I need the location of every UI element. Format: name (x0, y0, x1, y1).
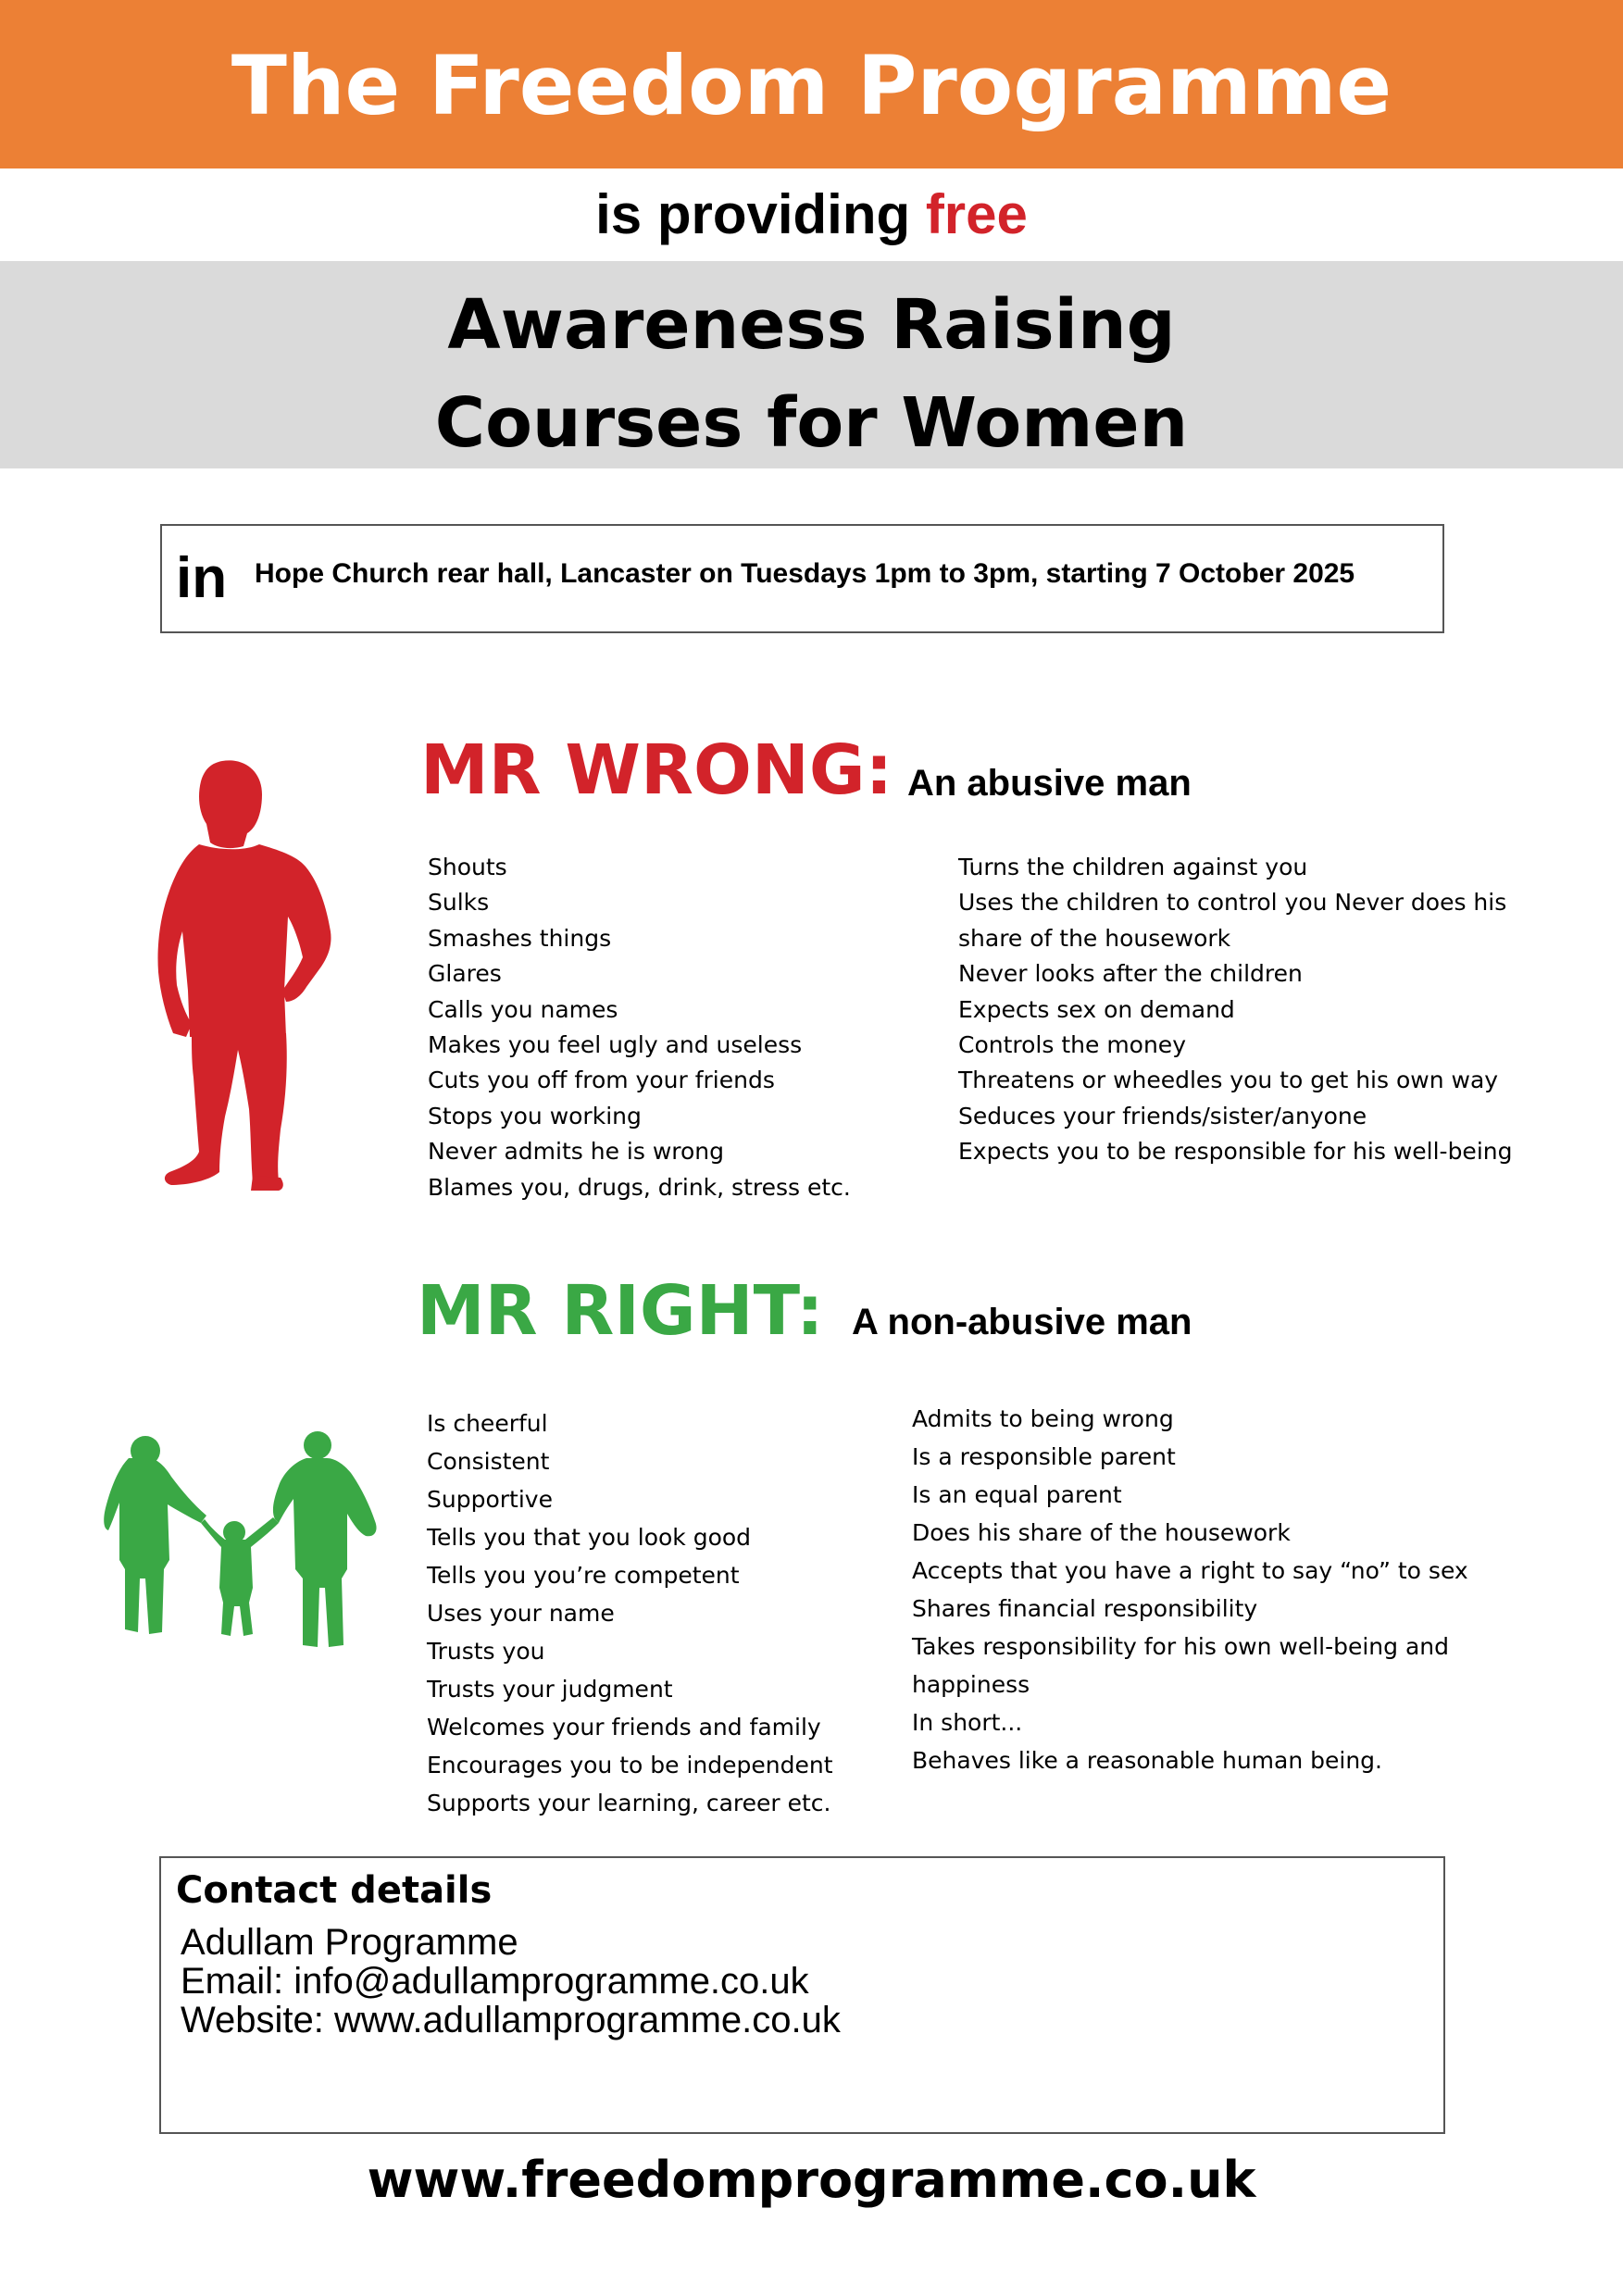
mr-right-list-left (427, 1404, 833, 1822)
footer-url[interactable]: www.freedomprogramme.co.uk (367, 2151, 1256, 2209)
list-item: Takes responsibility for his own well-being and (912, 1633, 1450, 1660)
contact-email[interactable]: Email: info@adullamprogramme.co.uk (181, 1961, 809, 2002)
list-item: Expects you to be responsible for his well-being (958, 1138, 1513, 1166)
list-item: Controls the money (958, 1031, 1186, 1059)
contact-details (181, 1923, 841, 2040)
list-item: Shares financial responsibility (912, 1595, 1258, 1622)
contact-heading: Contact details (176, 1869, 493, 1912)
list-item: Tells you you’re competent (427, 1562, 740, 1589)
list-item: Encourages you to be independent (427, 1752, 833, 1778)
list-item: Uses your name (427, 1600, 615, 1627)
list-item: Is cheerful (427, 1410, 548, 1437)
location-label: in (176, 546, 228, 610)
list-item: Expects sex on demand (958, 995, 1235, 1023)
list-item: happiness (912, 1671, 1030, 1698)
list-item: Seduces your friends/sister/anyone (958, 1102, 1367, 1129)
banner-line-1: Awareness Raising (447, 285, 1176, 365)
list-item: Smashes things (428, 924, 612, 952)
page-title: The Freedom Programme (231, 38, 1392, 133)
list-item: Is a responsible parent (912, 1443, 1176, 1470)
list-item: Threatens or wheedles you to get his own way (958, 1067, 1499, 1094)
list-item: share of the housework (958, 924, 1231, 952)
list-item: In short... (912, 1709, 1023, 1736)
mr-right-list-right (912, 1400, 1468, 1779)
tagline-prefix: is providing (595, 183, 926, 245)
list-item: Admits to being wrong (912, 1405, 1174, 1432)
mr-right-subheading: A non-abusive man (852, 1302, 1192, 1342)
list-item: Sulks (428, 889, 490, 917)
contact-organisation: Adullam Programme (181, 1922, 518, 1963)
list-item: Behaves like a reasonable human being. (912, 1747, 1382, 1774)
list-item: Blames you, drugs, drink, stress etc. (428, 1173, 851, 1201)
list-item: Does his share of the housework (912, 1519, 1291, 1546)
man-silhouette-icon (134, 759, 338, 1194)
list-item: Makes you feel ugly and useless (428, 1031, 803, 1059)
list-item: Cuts you off from your friends (428, 1067, 775, 1094)
list-item: Welcomes your friends and family (427, 1714, 821, 1741)
list-item: Trusts you (427, 1638, 545, 1665)
tagline-free: free (925, 183, 1028, 245)
tagline (0, 181, 1623, 248)
mr-wrong-heading: MR WRONG: (420, 730, 893, 810)
list-item: Glares (428, 960, 502, 988)
list-item: Calls you names (428, 995, 618, 1023)
mr-right-heading: MR RIGHT: (417, 1271, 824, 1351)
list-item: Uses the children to control you Never does his (958, 889, 1507, 917)
list-item: Supportive (427, 1486, 553, 1513)
family-silhouette-icon (97, 1430, 384, 1657)
contact-website[interactable]: Website: www.adullamprogramme.co.uk (181, 2000, 841, 2040)
location-text: Hope Church rear hall, Lancaster on Tuesdays 1pm to 3pm, starting 7 October 2025 (255, 558, 1355, 589)
list-item: Is an equal parent (912, 1481, 1122, 1508)
banner-title (0, 276, 1623, 472)
list-item: Turns the children against you (958, 854, 1308, 880)
mr-wrong-list-left (428, 850, 851, 1205)
list-item: Supports your learning, career etc. (427, 1790, 831, 1816)
list-item: Never admits he is wrong (428, 1138, 725, 1166)
list-item: Stops you working (428, 1102, 642, 1129)
mr-wrong-list-right (958, 850, 1512, 1170)
list-item: Accepts that you have a right to say “no” to sex (912, 1557, 1468, 1584)
list-item: Consistent (427, 1448, 550, 1475)
list-item: Shouts (428, 854, 507, 880)
list-item: Tells you that you look good (427, 1524, 752, 1551)
banner-line-2: Courses for Women (434, 383, 1189, 463)
list-item: Trusts your judgment (427, 1676, 673, 1703)
mr-wrong-subheading: An abusive man (907, 763, 1192, 804)
list-item: Never looks after the children (958, 960, 1303, 988)
